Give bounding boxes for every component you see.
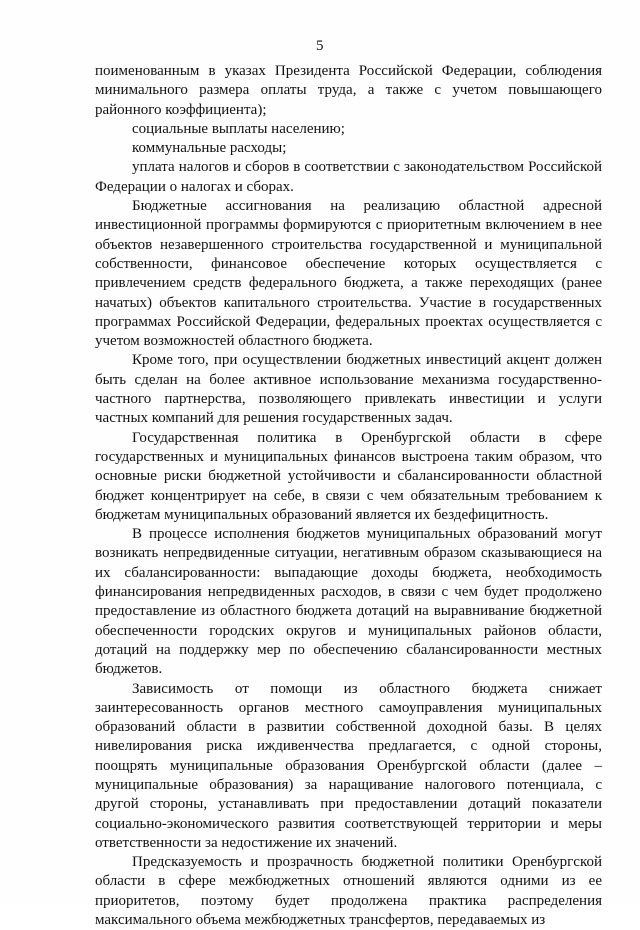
page-number: 5 [316,38,324,54]
paragraph-investment-program: Бюджетные ассигнования на реализацию областной адресной инвестиционной программы формируются с приоритетным включением в нее объектов незавершенного строительства государственной и муниципальной собственности, финансовое обеспечение которых осуществляется с привлечением средств федерального бюджета, а также переходящих (ранее начатых) объектов капитального строительства. Участие в государственных программах Российской Федерации, федеральных проектах осуществляется с учетом возможностей областного бюджета. [95,198,602,350]
list-item-social-payments: социальные выплаты населению; [132,120,345,137]
list-item-taxes: уплата налогов и сборов в соответствии с законодательством Российской Федерации о налогах и сборах. [95,159,602,195]
paragraph-public-private-partnership: Кроме того, при осуществлении бюджетных инвестиций акцент должен быть сделан на более активное использование механизма государственно-частного партнерства, позволяющего привлекать инвестиции и услуги частных компаний для решения государственных задач. [95,352,602,427]
paragraph-continuation: поименованным в указах Президента Российской Федерации, соблюдения минимального размера оплаты труда, а также с учетом повышающего районного коэффициента); [95,63,602,118]
paragraph-predictability: Предсказуемость и прозрачность бюджетной политики Оренбургской области в сфере межбюджетных отношений являются одними из ее приоритетов, поэтому будет продолжена практика распределения максимального объема межбюджетных трансфертов, передаваемых из [95,854,602,929]
list-item-utility-expenses: коммунальные расходы; [132,140,287,157]
document-body [95,62,602,930]
paragraph-state-policy: Государственная политика в Оренбургской области в сфере государственных и муниципальных финансов выстроена таким образом, что основные риски бюджетной устойчивости и сбалансированности областной бюджет концентрирует на себе, в связи с чем обязательным требованием к бюджетам муниципальных образований является их бездефицитность. [95,429,602,523]
paragraph-municipal-budgets: В процессе исполнения бюджетов муниципальных образований могут возникать непредвиденные ситуации, негативным образом сказывающиеся на их сбалансированности: выпадающие доходы бюджета, необходимость финансирования непредвиденных расходов, в связи с чем будет продолжено предоставление из областного бюджета дотаций на выравнивание бюджетной обеспеченности городских округов и муниципальных районов области, дотаций на поддержку мер по обеспечению сбалансированности местных бюджетов. [95,526,602,678]
paragraph-dependence: Зависимость от помощи из областного бюджета снижает заинтересованность органов местного самоуправления муниципальных образований области в развитии собственной доходной базы. В целях нивелирования риска иждивенчества предлагается, с одной стороны, поощрять муниципальные образования Оренбургской области (далее – муниципальные образования) за наращивание налогового потенциала, с другой стороны, устанавливать при предоставлении дотаций показатели социально-экономического развития соответствующей территории и меры ответственности за недостижение их значений. [95,680,602,851]
